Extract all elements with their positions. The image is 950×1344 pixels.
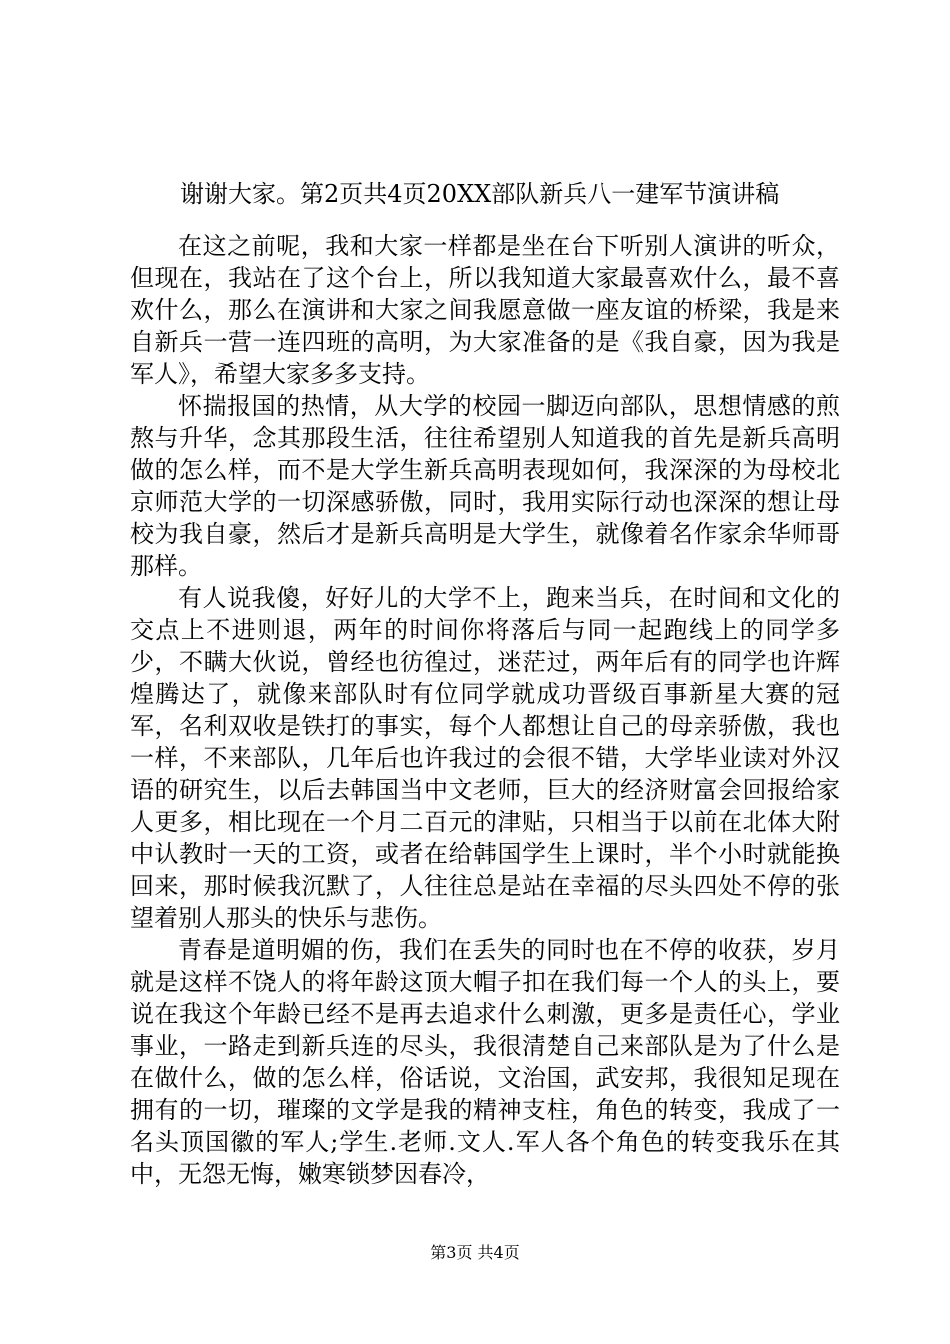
paragraph: 怀揣报国的热情，从大学的校园一脚迈向部队，思想情感的煎熬与升华，念其那段生活，往往希望别人知道我的首先是新兵高明做的怎么样，而不是大学生新兵高明表现如何，我深深的为母校北京师范大学的一切深感骄傲，同时，我用实际行动也深深的想让母校为我自豪，然后才是新兵高明是大学生，就像着名作家余华师哥那样。 <box>130 392 840 580</box>
heading-line: 谢谢大家。第2页共4页20XX部队新兵八一建军节演讲稿 <box>180 180 780 208</box>
paragraph: 在这之前呢，我和大家一样都是坐在台下听别人演讲的听众，但现在，我站在了这个台上，所以我知道大家最喜欢什么，最不喜欢什么，那么在演讲和大家之间我愿意做一座友谊的桥梁，我是来自新兵一营一连四班的高明，为大家准备的是《我自豪，因为我是军人》，希望大家多多支持。 <box>130 232 840 388</box>
body-text <box>130 230 840 1190</box>
paragraph: 青春是道明媚的伤，我们在丢失的同时也在不停的收获，岁月就是这样不饶人的将年龄这顶大帽子扣在我们每一个人的头上，要说在我这个年龄已经不是再去追求什么刺激，更多是责任心，学业事业，一路走到新兵连的尽头，我很清楚自己来部队是为了什么是在做什么，做的怎么样，俗话说，文治国，武安邦，我很知足现在拥有的一切，璀璨的文学是我的精神支柱，角色的转变，我成了一名头顶国徽的军人;学生.老师.文人.军人各个角色的转变我乐在其中，无怨无悔，嫩寒锁梦因春冷， <box>130 936 840 1188</box>
paragraph: 有人说我傻，好好儿的大学不上，跑来当兵，在时间和文化的交点上不进则退，两年的时间你将落后与同一起跑线上的同学多少，不瞒大伙说，曾经也彷徨过，迷茫过，两年后有的同学也许辉煌腾达了，就像来部队时有位同学就成功晋级百事新星大赛的冠军，名利双收是铁打的事实，每个人都想让自己的母亲骄傲，我也一样，不来部队，几年后也许我过的会很不错，大学毕业读对外汉语的研究生，以后去韩国当中文老师，巨大的经济财富会回报给家人更多，相比现在一个月二百元的津贴，只相当于以前在北体大附中认教时一天的工资，或者在给韩国学生上课时，半个小时就能换回来，那时候我沉默了，人往往总是站在幸福的尽头四处不停的张望着别人那头的快乐与悲伤。 <box>130 584 840 932</box>
page-footer: 第3页 共4页 <box>430 1243 520 1262</box>
